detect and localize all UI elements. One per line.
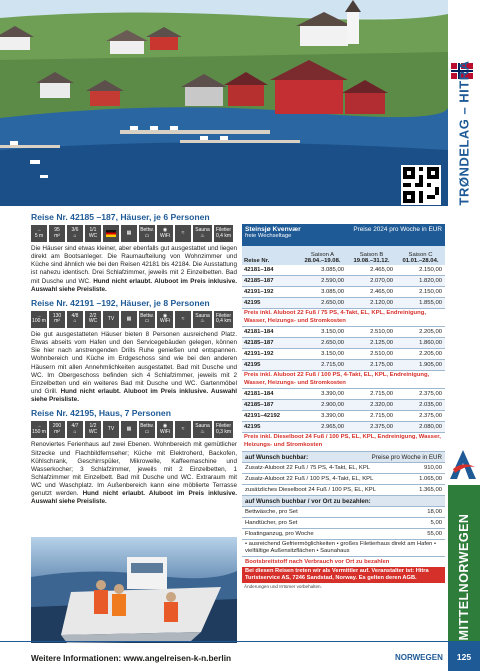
extra-row: Zusatz-Aluboot 22 Fuß / 75 PS, 4-Takt, EL, KPL 910,00 — [242, 463, 445, 474]
extra-row: zusätzliches Dieselboot 24 Fuß / 100 PS, EL, KPL 1.365,00 — [242, 485, 445, 496]
amenity-icon: Sauna ♨ — [193, 225, 212, 242]
extra-row: Floatinganzug, pro Woche 55,00 — [242, 529, 445, 540]
amenity-icon: ▦ — [121, 311, 137, 328]
col-season-b: Saison B 19.08.–31.12. — [353, 252, 390, 264]
inclusion-note: Preis inkl. Aluboot 22 Fuß / 75 PS, 4-Takt, EL, KPL, Endreinigung, Wasser, Heizungs- und Stromkosten — [242, 309, 445, 327]
amenity-icon: TV — [103, 311, 119, 328]
amenity-icon: ▦ — [121, 421, 137, 438]
price-group-3 — [242, 389, 445, 433]
amenity-icon: → 5 m — [31, 225, 47, 242]
extras-list — [242, 463, 445, 496]
price-row: 42185–187 2.900,00 2.320,00 2.035,00 — [242, 400, 445, 411]
brand-logo-icon — [449, 449, 477, 481]
amenity-icons — [31, 311, 237, 328]
offer-title: Reise Nr. 42185 –187, Häuser, je 6 Personen — [31, 212, 210, 222]
price-table — [242, 224, 445, 590]
qr-code-pattern — [403, 167, 439, 203]
amenity-icon: Bettw. ▭ — [139, 225, 155, 242]
price-row: 42181–184 3.150,00 2.510,00 2.205,00 — [242, 327, 445, 338]
extra-row: Bettwäsche, pro Set 18,00 — [242, 507, 445, 518]
changeover-days: freie Wechseltage — [245, 233, 292, 239]
offer-section-2 — [31, 297, 237, 404]
amenity-icons — [31, 421, 237, 438]
amenity-icon: → 100 m — [31, 311, 47, 328]
offer-description: Die Häuser sind etwas kleiner, aber ebenfalls gut ausgestattet und liegen direkt am Bootsanleger. Die Raumaufteilung von Wohnzimmer und Küche sind ähnlich wie bei den Reisen 42181 bis 42184. Die Ausstattung ist nahezu identisch. Drei Schlafzimmer, jeweils mit 2 Einzelbetten. Bad mit Dusche und WC. Hund nicht erlaubt. Aluboot im Preis inklusive. Auswahl siehe Preisliste. — [31, 245, 237, 293]
hero-photo — [0, 0, 448, 206]
page-number: 125 — [448, 642, 480, 671]
price-row: 42191–192 3.150,00 2.510,00 2.205,00 — [242, 349, 445, 360]
amenity-icon: Filetier 0,4 km — [214, 225, 233, 242]
facilities-list: • ausreichend Gefriermöglichkeiten • großes Filetierhaus direkt am Hafen • vielfältige Außensitzflächen • Saunahaus — [242, 540, 445, 557]
price-row: 42195 2.650,00 2.120,00 1.855,00 — [242, 298, 445, 309]
region-label-bottom: MITTELNORWEGEN — [457, 513, 471, 641]
amenity-icon: 4/7 ⌂ — [67, 421, 83, 438]
price-row: 42195 2.715,00 2.175,00 1.905,00 — [242, 360, 445, 371]
inclusion-note: Preis inkl. Aluboot 22 Fuß / 100 PS, 4-Takt, EL, KPL, Endreinigung, Wasser, Heizungs- und Stromkosten — [242, 371, 445, 389]
page-footer — [0, 641, 480, 671]
onsite-list — [242, 507, 445, 540]
amenity-icon: ◉ WiFi — [157, 225, 173, 242]
side-tab-top — [448, 0, 480, 240]
price-row: 42181–184 3.390,00 2.715,00 2.375,00 — [242, 389, 445, 400]
german-flag-icon — [106, 230, 116, 237]
amenity-icon: Filetier 0,3 km — [214, 421, 233, 438]
amenity-icon: 1/1 WC — [85, 225, 101, 242]
amenity-icon: 4/8 ⌂ — [67, 311, 83, 328]
amenity-icon: ≈ — [175, 225, 191, 242]
amenity-icon: ≈ — [175, 311, 191, 328]
amenity-icon: Bettw. ▭ — [139, 421, 155, 438]
amenity-icon: 200 m² — [49, 421, 65, 438]
fuel-note: Bootsbreitstoff nach Verbrauch vor Ort zu bezahlen — [245, 558, 390, 565]
col-season-c: Saison C 01.01.–28.04. — [402, 252, 439, 264]
amenity-icon: Sauna ♨ — [193, 311, 212, 328]
amenity-icon: 1/2 WC — [85, 421, 101, 438]
amenity-icon: Bettw. ▭ — [139, 311, 155, 328]
amenity-icon: ▦ — [121, 225, 137, 242]
location-name: Steinsjø Kvenvær — [245, 226, 301, 233]
price-group-1 — [242, 265, 445, 309]
amenity-icon: 95 m² — [49, 225, 65, 242]
amenity-icons — [31, 225, 237, 242]
inclusion-note: Preis inkl. Dieselboot 24 Fuß / 100 PS, EL, KPL, Endreinigung, Wasser, Heizungs- und Stromkosten — [242, 433, 445, 451]
amenity-icon: Sauna ♨ — [193, 421, 212, 438]
harbor-village-illustration — [0, 0, 448, 206]
price-row: 42191–42192 3.390,00 2.715,00 2.375,00 — [242, 411, 445, 422]
onsite-header: auf Wunsch buchbar / vor Ort zu bezahlen: — [242, 496, 445, 507]
offer-section-1 — [31, 211, 237, 294]
price-note: Preise 2024 pro Woche in EUR — [353, 226, 442, 233]
price-row: 42191–192 3.085,00 2.465,00 2.150,00 — [242, 287, 445, 298]
amenity-icon: TV — [103, 421, 119, 438]
offer-description: Renoviertes Ferienhaus auf zwei Ebenen. Wohnbereich mit gemütlicher Sitzecke und Flachbildfernseher; Küche mit Elektroherd, Backofen, Kühlschrank, Geschirrspüler, Mikrowelle, Kaffeemaschine und Wasserkocher; 3 Schlafzimmer, jeweils mit 2 Einzelbetten, 1 Schlafzimmer mit Einzelbett. Bad mit Dusche und WC. Extraraum mit WC und Waschplatz. Im Außenbereich kann eine möblierte Terrasse genutzt werden. Hund nicht erlaubt. Aluboot im Preis inklusive. Auswahl siehe Preisliste. — [31, 441, 238, 506]
price-row: 42185–187 2.590,00 2.070,00 1.820,00 — [242, 276, 445, 287]
price-table-header — [242, 224, 445, 246]
side-tab — [448, 0, 480, 671]
amenity-icon: → 150 m — [31, 421, 47, 438]
offer-section-3 — [31, 407, 237, 506]
fishing-boat-illustration — [31, 537, 237, 643]
extra-row: Zusatz-Aluboot 22 Fuß / 100 PS, 4-Takt, EL, KPL 1.065,00 — [242, 474, 445, 485]
offer-description: Die gut ausgestatteten Häuser bieten 8 Personen ausreichend Platz. Etwas abseits vom Hafen und den Servicegebäuden gelegen, können Sie hier nach anstrengenden Drills Ruhe genießen und entspannen. Wohnbereich und Küche im Erdgeschoss sind wie bei den anderen Häusern mit allen Annehmlichkeiten ausgestattet. Bad mit Dusche und WC. Im Obergeschoss befinden sich 4 Schlafzimmer, jeweils mit 2 Einzelbetten und ein weiteres Bad mit Dusche und WC. Gartenmöbel und Grill. Hund nicht erlaubt. Aluboot im Preis inklusive. Auswahl siehe Preisliste. — [31, 330, 237, 404]
amenity-icon: 2/2 WC — [85, 311, 101, 328]
offer-title: Reise Nr. 42195, Haus, 7 Personen — [31, 408, 171, 419]
offer-title: Reise Nr. 42191 –192, Häuser, je 8 Personen — [31, 297, 210, 308]
amenity-icon: ◉ WiFi — [157, 421, 173, 438]
qr-code[interactable] — [401, 165, 441, 205]
col-trip: Reise Nr. — [244, 258, 270, 264]
amenity-icon: 130 m² — [49, 311, 65, 328]
price-row: 42195 2.965,00 2.375,00 2.080,00 — [242, 422, 445, 433]
amenity-icon: 3/6 ⌂ — [67, 225, 83, 242]
amenity-icon — [103, 225, 119, 242]
footer-country: NORWEGEN — [395, 653, 443, 662]
region-label: TRØNDELAG – HITRA — [456, 60, 472, 206]
amenity-icon: ◉ WiFi — [157, 311, 173, 328]
extra-row: Handtücher, pro Set 5,00 — [242, 518, 445, 529]
amenity-icon: Filetier 0,4 km — [214, 311, 233, 328]
price-row: 42181–184 3.085,00 2.465,00 2.150,00 — [242, 265, 445, 276]
price-row: 42185–187 2.650,00 2.125,00 1.860,00 — [242, 338, 445, 349]
price-group-2 — [242, 327, 445, 371]
boat-photo — [31, 537, 237, 643]
col-season-a: Saison A 28.04.–19.08. — [304, 252, 341, 264]
footer-info-link[interactable]: Weitere Informationen: www.angelreisen-k-n.berlin — [31, 653, 232, 663]
organizer-notice: Bei diesen Reisen treten wir als Vermittler auf. Veranstalter ist: Hitra Turistservice AS, 7246 Sandstad, Norway. Es gelten deren AGB. — [242, 567, 445, 583]
disclaimer: Änderungen und Irrtümer vorbehalten. — [244, 584, 322, 590]
amenity-icon: ≈ — [175, 421, 191, 438]
column-headers — [242, 246, 445, 265]
offers-column — [31, 211, 237, 510]
bookable-header: auf Wunsch buchbar: Preise pro Woche in EUR — [242, 452, 445, 463]
